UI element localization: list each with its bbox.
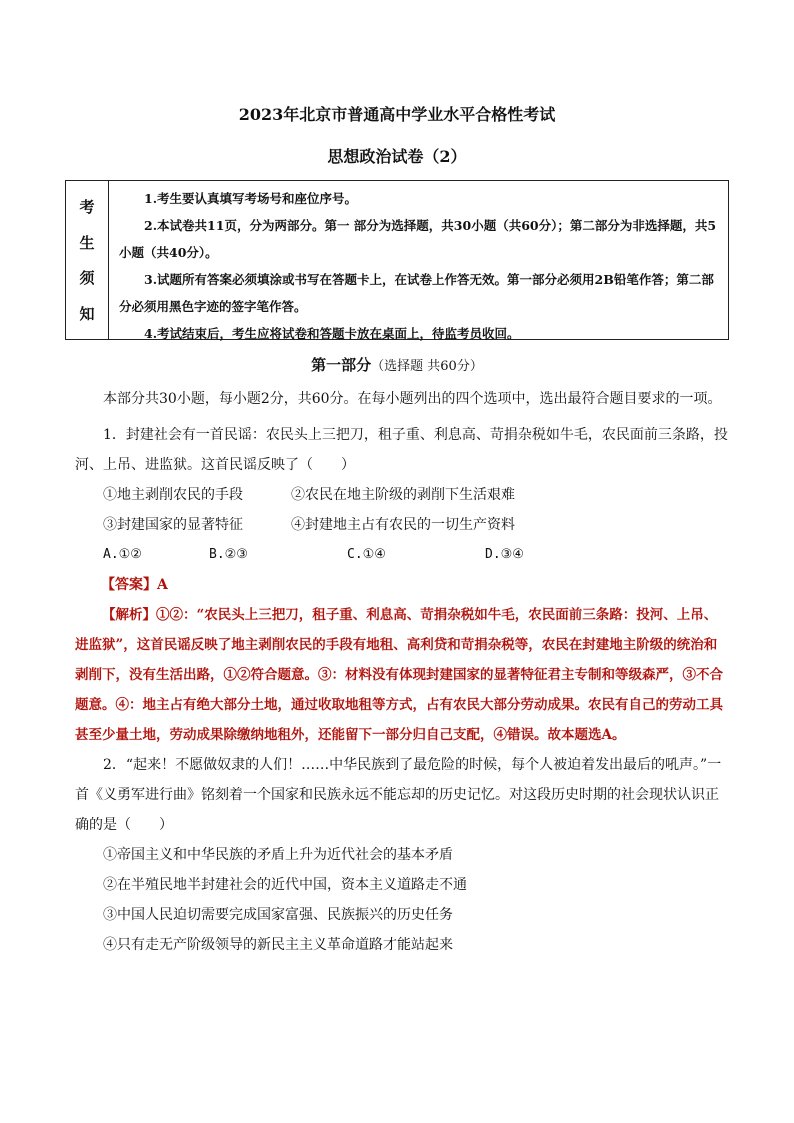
notice-label (66, 181, 109, 339)
question-2-option: ④只有走无产阶级领导的新民主主义革命道路才能站起来 (103, 937, 453, 953)
question-2-option: ③中国人民迫切需要完成国家富强、民族振兴的历史任务 (103, 907, 453, 923)
notice-box (65, 180, 729, 340)
notice-label-char: 生 (79, 233, 95, 252)
notice-item: 2.本试卷共11页，分为两部分。第一 部分为选择题，共30小题（共60分）；第二部分为非选择题，共5小题（共40分）。 (119, 218, 717, 260)
part-one-heading (0, 354, 794, 375)
question-1-option: ④封建地主占有农民的一切生产资料 (291, 517, 515, 533)
notice-item: 1.考生要认真填写考场号和座位序号。 (144, 191, 358, 206)
notice-label-char: 知 (79, 304, 95, 323)
question-1-choice-c: C.①④ (347, 547, 386, 562)
question-1-answer: 【答案】A (101, 577, 168, 593)
notice-item: 4.考试结束后，考生应将试卷和答题卡放在桌面上，待监考员收回。 (144, 326, 520, 341)
question-1-choices (75, 540, 729, 570)
notice-label-char: 须 (79, 269, 95, 288)
question-2-stem: 2．“起来！不愿做奴隶的人们！……中华民族到了最危险的时候，每个人被迫着发出最后的吼声。”一首《义勇军进行曲》铭刻着一个国家和民族永远不能忘却的历史记忆。对这段历史时期的社会现状认识正确的是（ ） (75, 757, 722, 833)
question-1-explanation: 【解析】①②：“农民头上三把刀，租子重、利息高、苛捐杂税如牛毛，农民面前三条路：投河、上吊、进监狱”，这首民谣反映了地主剥削农民的手段有地租、高利贷和苛捐杂税等，农民在封建地主阶级的统治和剥削下，没有生活出路，①②符合题意。③：材料没有体现封建国家的显著特征君主专制和等级森严，③不合题意。④：地主占有绝大部分土地，通过收取地租等方式，占有农民大部分劳动成果。农民有自己的劳动工具甚至少量土地，劳动成果除缴纳地租外，还能留下一部分归自己支配，④错误。故本题选A。 (75, 607, 723, 743)
part-one-intro: 本部分共30小题，每小题2分，共60分。在每小题列出的四个选项中，选出最符合题目要求的一项。 (103, 391, 722, 407)
question-1-options-row-1 (75, 480, 729, 510)
question-1-option: ①地主剥削农民的手段 (103, 487, 243, 503)
part-one-note: （选择题 共60分） (371, 359, 483, 374)
notice-label-char: 考 (79, 198, 95, 217)
question-1-choice-d: D.③④ (485, 547, 524, 562)
question-1-choice-b: B.②③ (209, 547, 248, 562)
question-1-choice-a: A.①② (103, 547, 142, 562)
notice-content (109, 181, 728, 339)
question-1-option: ②农民在地主阶级的剥削下生活艰难 (291, 487, 515, 503)
question-1-option: ③封建国家的显著特征 (103, 517, 243, 533)
question-1-options-row-2 (75, 510, 729, 540)
notice-item: 3.试题所有答案必须填涂或书写在答题卡上，在试卷上作答无效。第一部分必须用2B铅笔作答；第二部分必须用黑色字迹的签字笔作答。 (119, 272, 714, 314)
part-one-title: 第一部分 (311, 356, 372, 374)
question-2-option: ①帝国主义和中华民族的矛盾上升为近代社会的基本矛盾 (103, 847, 453, 863)
exam-title: 2023年北京市普通高中学业水平合格性考试 (238, 105, 556, 124)
question-area (75, 384, 729, 960)
exam-subtitle: 思想政治试卷（2） (327, 147, 467, 166)
question-1-stem: 1．封建社会有一首民谣：农民头上三把刀，租子重、利息高、苛捐杂税如牛毛，农民面前三条路，投河、上吊、进监狱。这首民谣反映了（ ） (75, 427, 728, 473)
question-2-option: ②在半殖民地半封建社会的近代中国，资本主义道路走不通 (103, 877, 467, 893)
